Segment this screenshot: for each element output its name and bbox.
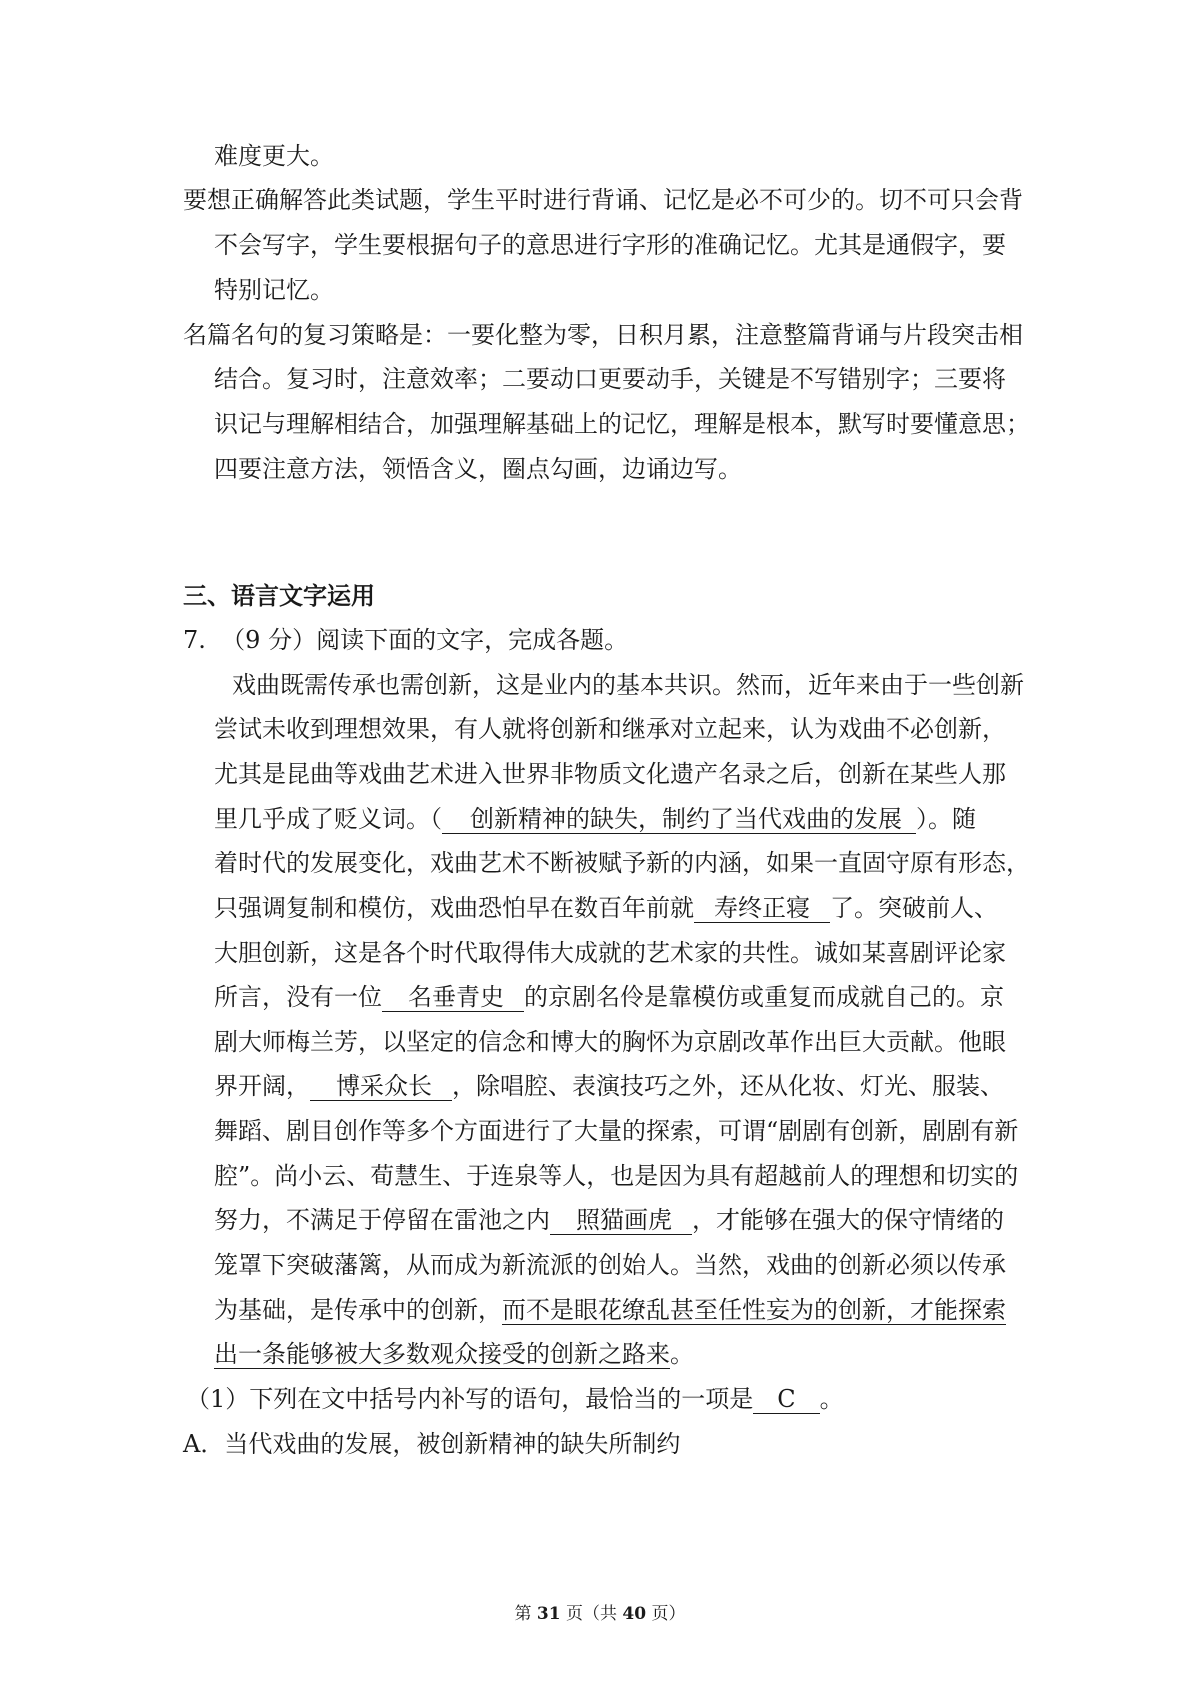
passage-text: 的京剧名伶是靠模仿或重复而成就自己的。京	[524, 983, 1004, 1011]
passage-line	[214, 803, 976, 835]
underlined-sentence: 出一条能够被大多数观众接受的创新之路来	[214, 1340, 670, 1368]
footer-text: 页）	[646, 1604, 686, 1624]
passage-line	[214, 1338, 694, 1370]
passage-text: 只强调复制和模仿，戏曲恐怕早在数百年前就	[214, 894, 694, 922]
underlined-sentence: 而不是眼花缭乱甚至任性妄为的创新，才能探索	[502, 1296, 1006, 1324]
passage-line: 尤其是昆曲等戏曲艺术进入世界非物质文化遗产名录之后，创新在某些人那	[214, 760, 1006, 788]
text-line: 四要注意方法，领悟含义，圈点勾画，边诵边写。	[214, 455, 742, 483]
filled-answer-blank: 博采众长	[310, 1072, 452, 1101]
total-pages: 40	[622, 1604, 647, 1624]
passage-line	[214, 1204, 1004, 1236]
passage-line	[214, 1294, 1006, 1326]
filled-answer-blank: 名垂青史	[382, 983, 524, 1012]
passage-line: 笼罩下突破藩篱，从而成为新流派的创始人。当然，戏曲的创新必须以传承	[214, 1251, 1006, 1279]
text-line: 特别记忆。	[214, 276, 334, 304]
page-footer	[0, 1602, 1200, 1626]
passage-text: 为基础，是传承中的创新，	[214, 1296, 502, 1324]
passage-text: 努力，不满足于停留在雷池之内	[214, 1206, 550, 1234]
question-instruction: （9 分）阅读下面的文字，完成各题。	[221, 626, 629, 654]
passage-text: ，才能够在强大的保守情绪的	[692, 1206, 1004, 1234]
passage-text: 界开阔，	[214, 1072, 310, 1100]
passage-text: 。	[670, 1340, 694, 1368]
text-line: 要想正确解答此类试题，学生平时进行背诵、记忆是必不可少的。切不可只会背	[183, 186, 1023, 214]
option-a: A．当代戏曲的发展，被创新精神的缺失所制约	[183, 1430, 681, 1458]
passage-text: 。	[819, 1385, 844, 1413]
text-line: 不会写字，学生要根据句子的意思进行字形的准确记忆。尤其是通假字，要	[214, 231, 1006, 259]
filled-answer-blank: 照猫画虎	[550, 1206, 692, 1235]
text-line: 名篇名句的复习策略是：一要化整为零，日积月累，注意整篇背诵与片段突击相	[183, 321, 1023, 349]
section-heading: 三、语言文字运用	[183, 582, 375, 610]
filled-answer-blank: 寿终正寝	[694, 894, 830, 923]
passage-text: 里几乎成了贬义词。（	[214, 805, 442, 833]
sub-question	[186, 1383, 844, 1415]
passage-text: ，除唱腔、表演技巧之外，还从化妆、灯光、服装、	[452, 1072, 1004, 1100]
passage-line: 尝试未收到理想效果，有人就将创新和继承对立起来，认为戏曲不必创新，	[214, 715, 1006, 743]
passage-text: 所言，没有一位	[214, 983, 382, 1011]
passage-line: 大胆创新，这是各个时代取得伟大成就的艺术家的共性。诚如某喜剧评论家	[214, 939, 1006, 967]
passage-line	[214, 892, 998, 924]
passage-line: 剧大师梅兰芳，以坚定的信念和博大的胸怀为京剧改革作出巨大贡献。他眼	[214, 1028, 1006, 1056]
sub-question-stem: （1）下列在文中括号内补写的语句，最恰当的一项是	[186, 1385, 754, 1413]
text-line: 结合。复习时，注意效率；二要动口更要动手，关键是不写错别字；三要将	[214, 365, 1006, 393]
passage-line: 舞蹈、剧目创作等多个方面进行了大量的探索，可谓“剧剧有创新，剧剧有新	[214, 1117, 1019, 1145]
answer-blank: C	[753, 1385, 819, 1414]
question-header	[183, 624, 628, 656]
passage-text: ）。随	[916, 805, 976, 833]
passage-line	[214, 981, 1004, 1013]
passage-line: 腔”。尚小云、荀慧生、于连泉等人，也是因为具有超越前人的理想和切实的	[214, 1162, 1019, 1190]
passage-line: 戏曲既需传承也需创新，这是业内的基本共识。然而，近年来由于一些创新	[232, 671, 1024, 699]
filled-answer-blank: 创新精神的缺失，制约了当代戏曲的发展	[442, 805, 916, 834]
passage-line	[214, 1070, 1004, 1102]
text-line: 难度更大。	[214, 142, 334, 170]
page-number: 31	[536, 1604, 561, 1624]
footer-text: 页（共	[560, 1604, 623, 1624]
footer-text: 第	[514, 1604, 537, 1624]
text-line: 识记与理解相结合，加强理解基础上的记忆，理解是根本，默写时要懂意思；	[214, 410, 1030, 438]
passage-line: 着时代的发展变化，戏曲艺术不断被赋予新的内涵，如果一直固守原有形态，	[214, 849, 1030, 877]
passage-text: 了。突破前人、	[830, 894, 998, 922]
question-number: 7.	[183, 626, 206, 654]
